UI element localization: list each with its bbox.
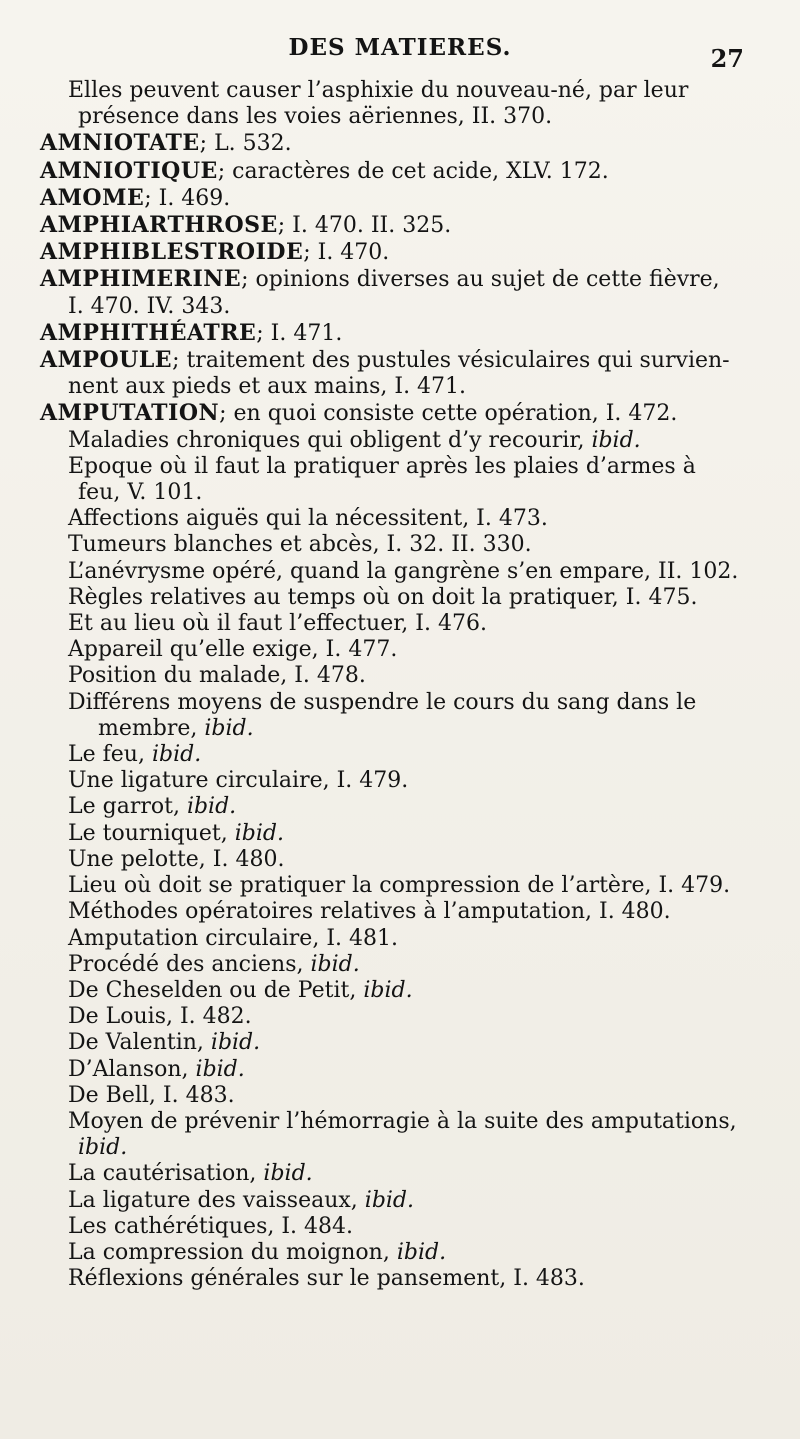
- index-entry-heading: [40, 347, 760, 374]
- entry-text: Et au lieu où il faut l’effectuer, I. 476.: [68, 611, 487, 637]
- index-entry-heading: [40, 130, 760, 157]
- index-entry-line: [40, 1240, 760, 1266]
- entry-text: ; I. 470.: [303, 240, 390, 266]
- index-entry-heading: [40, 185, 760, 212]
- entry-text: Maladies chroniques qui obligent d’y recourir,: [68, 427, 592, 453]
- entry-headword: AMPOULE: [40, 347, 173, 374]
- entry-text: membre,: [98, 715, 205, 741]
- entry-text: La ligature des vaisseaux,: [68, 1187, 365, 1213]
- index-entry-line: [40, 1109, 760, 1135]
- index-entry-line: [40, 663, 760, 689]
- index-entry-line: [40, 1188, 760, 1214]
- entry-text: ; I. 471.: [256, 320, 343, 346]
- index-entry-line: [40, 1083, 760, 1109]
- index-entry-heading: [40, 212, 760, 239]
- entry-text: ; opinions diverses au sujet de cette fièvre,: [241, 267, 720, 293]
- entry-text: nent aux pieds et aux mains, I. 471.: [68, 374, 467, 400]
- index-entry-line: [40, 847, 760, 873]
- entry-text: Position du malade, I. 478.: [68, 663, 366, 689]
- index-entry-line: [40, 1004, 760, 1030]
- entry-text: I. 470. IV. 343.: [68, 293, 231, 319]
- entry-headword: AMNIOTIQUE: [40, 157, 218, 184]
- entry-italic-reference: ibid.: [234, 820, 284, 846]
- index-entry-heading: [40, 239, 760, 266]
- entry-text: Procédé des anciens,: [68, 951, 311, 977]
- index-entry-heading: [40, 400, 760, 427]
- entry-text: ; traitement des pustules vésiculaires qui survien-: [172, 348, 730, 374]
- index-entry-line: [40, 899, 760, 925]
- index-entry-line: [40, 1030, 760, 1056]
- index-entry-line: [40, 532, 760, 558]
- index-entry-line: [40, 794, 760, 820]
- entry-text: L’anévrysme opéré, quand la gangrène s’en empare, II. 102.: [68, 558, 739, 584]
- entry-text: Tumeurs blanches et abcès, I. 32. II. 330.: [68, 532, 532, 558]
- index-entry-line: [40, 926, 760, 952]
- entry-italic-reference: ibid.: [204, 715, 254, 741]
- entry-text: Les cathérétiques, I. 484.: [68, 1213, 354, 1239]
- entry-text: ; I. 470. II. 325.: [277, 213, 452, 239]
- entry-italic-reference: ibid.: [396, 1239, 447, 1265]
- entry-headword: AMPHIARTHROSE: [40, 212, 278, 239]
- entry-text: Différens moyens de suspendre le cours du sang dans le: [68, 689, 697, 715]
- entry-text: présence dans les voies aëriennes, II. 370.: [78, 104, 553, 130]
- entry-italic-reference: ibid.: [195, 1056, 245, 1082]
- entry-text: Appareil qu’elle exige, I. 477.: [68, 637, 398, 663]
- entry-headword: AMPHITHÉATRE: [40, 319, 257, 346]
- entry-headword: AMPUTATION: [40, 400, 220, 427]
- index-entry-line: [40, 1135, 760, 1161]
- entry-text: De Valentin,: [68, 1030, 211, 1056]
- entry-text: D’Alanson,: [68, 1056, 196, 1082]
- entry-text: Amputation circulaire, I. 481.: [68, 925, 398, 951]
- index-entry-line: [40, 873, 760, 899]
- entry-italic-reference: ibid.: [263, 1161, 313, 1187]
- index-entry-line: [40, 78, 760, 104]
- index-entry-line: [40, 637, 760, 663]
- entry-headword: AMNIOTATE: [40, 130, 200, 157]
- index-entry-line: [40, 428, 760, 454]
- index-entry-line: [40, 1214, 760, 1240]
- entry-text: La compression du moignon,: [68, 1239, 397, 1265]
- entry-text: Epoque où il faut la pratiquer après les plaies d’armes à: [68, 453, 696, 479]
- entry-text: ; I. 469.: [144, 185, 231, 211]
- entry-text: Lieu où doit se pratiquer la compression de l’artère, I. 479.: [68, 873, 731, 899]
- index-entry-line: [40, 1161, 760, 1187]
- index-entries: [40, 78, 760, 1292]
- index-entry-line: [40, 716, 760, 742]
- index-entry-line: [40, 454, 760, 480]
- entry-text: Une ligature circulaire, I. 479.: [68, 768, 409, 794]
- entry-italic-reference: ibid.: [591, 427, 641, 453]
- entry-text: Une pelotte, I. 480.: [68, 846, 285, 872]
- entry-text: Méthodes opératoires relatives à l’amputation, I. 480.: [68, 899, 671, 925]
- index-entry-line: [40, 585, 760, 611]
- index-entry-line: [40, 294, 760, 320]
- entry-text: Moyen de prévenir l’hémorragie à la suite des amputations,: [68, 1108, 737, 1134]
- index-entry-line: [40, 978, 760, 1004]
- entry-italic-reference: ibid.: [186, 794, 237, 820]
- index-entry-line: [40, 611, 760, 637]
- index-entry-line: [40, 690, 760, 716]
- entry-text: De Bell, I. 483.: [68, 1082, 235, 1108]
- entry-text: De Cheselden ou de Petit,: [68, 977, 364, 1003]
- index-entry-line: [40, 1266, 760, 1292]
- index-entry-line: [40, 768, 760, 794]
- entry-text: Le tourniquet,: [68, 820, 235, 846]
- index-entry-line: [40, 374, 760, 400]
- entry-text: De Louis, I. 482.: [68, 1004, 252, 1030]
- entry-text: feu, V. 101.: [78, 480, 203, 506]
- entry-text: ; en quoi consiste cette opération, I. 472.: [219, 401, 678, 427]
- entry-text: ; L. 532.: [199, 131, 292, 157]
- entry-text: La cautérisation,: [68, 1161, 264, 1187]
- entry-text: Affections aiguës qui la nécessitent, I. 473.: [68, 506, 548, 532]
- entry-text: Elles peuvent causer l’asphixie du nouveau-né, par leur: [68, 78, 689, 103]
- running-head: DES MATIERES.: [288, 34, 512, 61]
- entry-italic-reference: ibid.: [364, 1187, 415, 1213]
- index-entry-line: [40, 506, 760, 532]
- index-entry-line: [40, 1057, 760, 1083]
- entry-italic-reference: ibid.: [210, 1030, 261, 1056]
- entry-text: Le feu,: [68, 742, 152, 768]
- index-entry-line: [40, 742, 760, 768]
- entry-text: Réflexions générales sur le pansement, I. 483.: [68, 1266, 585, 1292]
- page-number: 27: [710, 44, 744, 73]
- page-header: [0, 34, 800, 74]
- entry-headword: AMPHIBLESTROIDE: [40, 239, 304, 266]
- entry-headword: AMOME: [40, 184, 145, 211]
- entry-italic-reference: ibid.: [310, 951, 360, 977]
- index-entry-line: [40, 559, 760, 585]
- index-entry-line: [40, 952, 760, 978]
- index-entry-line: [40, 104, 760, 130]
- entry-italic-reference: ibid.: [151, 742, 202, 768]
- entry-headword: AMPHIMERINE: [40, 266, 242, 293]
- index-entry-line: [40, 821, 760, 847]
- index-entry-heading: [40, 266, 760, 293]
- entry-italic-reference: ibid.: [363, 977, 413, 1003]
- index-entry-heading: [40, 320, 760, 347]
- entry-text: ; caractères de cet acide, XLV. 172.: [217, 158, 609, 184]
- entry-italic-reference: ibid.: [78, 1135, 128, 1161]
- index-entry-line: [40, 480, 760, 506]
- index-entry-heading: [40, 158, 760, 185]
- entry-text: Le garrot,: [68, 794, 187, 820]
- entry-text: Règles relatives au temps où on doit la pratiquer, I. 475.: [68, 584, 698, 610]
